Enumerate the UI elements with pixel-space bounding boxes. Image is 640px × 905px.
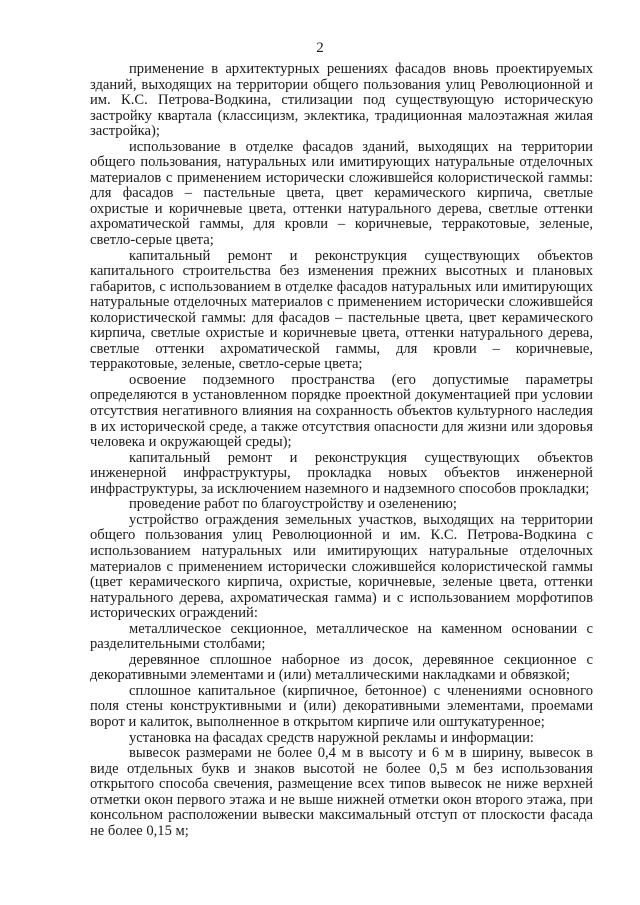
paragraph-signboards: вывесок размерами не более 0,4 м в высоту и 6 м в ширину, вывесок в виде отдельных букв и знаков высотой не более 0,5 м без использования открытого способа свечения, размещение всех типов вывесок не ниже верхней отметки окон первого этажа и не выше нижней отметки окон второго этажа, при консольном расположении вывески максимальный отступ от плоскости фасада не более 0,15 м;: [90, 745, 593, 839]
paragraph-fence-capital: сплошное капитальное (кирпичное, бетонное) с членениями основного поля стены конструктивными и (или) декоративными элементами, проемами ворот и калиток, выполненное в открытом кирпиче или оштукатуренное;: [90, 682, 593, 730]
paragraph-engineering-infrastructure: капитальный ремонт и реконструкция существующих объектов инженерной инфраструктуры, прокладка новых объектов инженерной инфраструктуры, за исключением наземного и надземного способов прокладки;: [90, 449, 593, 497]
paragraph-fencing: устройство ограждения земельных участков, выходящих на территории общего пользования улиц Революционной и им. К.С. Петрова-Водкина с использованием натуральных или имитирующих натуральные отделочных материалов с применением исторически сложившейся колористической гаммы (цвет керамического кирпича, охристые, коричневые, зеленые цвета, оттенки натурального дерева, ахроматическая гамма) и с использованием морфотипов исторических ограждений:: [90, 511, 593, 622]
document-body: [90, 62, 593, 839]
paragraph-underground-space: освоение подземного пространства (его допустимые параметры определяются в установленном порядке проектной документацией при условии отсутствия негативного влияния на сохранность объектов культурного наследия в их исторической среде, а также отсутствия опасности для жизни или здоровья человека и окружающей среды);: [90, 371, 593, 451]
paragraph-fence-metal: металлическое секционное, металлическое на каменном основании с разделительными столбами;: [90, 620, 593, 653]
paragraph-fence-wooden: деревянное сплошное наборное из досок, деревянное секционное с декоративными элементами и (или) металлическими накладками и обвязкой;: [90, 651, 593, 684]
paragraph-capital-repair: капитальный ремонт и реконструкция существующих объектов капитального строительства без изменения прежних высотных и плановых габаритов, с использованием в отделке фасадов натуральных или имитирующих натуральные отделочных материалов с применением исторически сложившейся колористической гаммы: для фасадов – пастельные цвета, цвет керамического кирпича, светлые охристые и коричневые цвета, оттенки натурального дерева, светлые оттенки ахроматической гаммы, для кровли – коричневые, терракотовые, зеленые, светло-серые цвета;: [90, 247, 593, 373]
page-number: 2: [316, 40, 324, 56]
paragraph-facade-materials: использование в отделке фасадов зданий, выходящих на территории общего пользования, натуральных или имитирующих натуральные отделочных материалов с применением исторически сложившейся колористической гаммы: для фасадов – пастельные цвета, цвет керамического кирпича, светлые охристые и коричневые цвета, оттенки натурального дерева, светлые оттенки ахроматической гаммы, для кровли – коричневые, терракотовые, зеленые, светло-серые цвета;: [90, 138, 593, 249]
paragraph-facade-stylization: применение в архитектурных решениях фасадов вновь проектируемых зданий, выходящих на территории общего пользования улиц Революционной и им. К.С. Петрова-Водкина, стилизации под существующую историческую застройку квартала (классицизм, эклектика, традиционная малоэтажная жилая застройка);: [90, 61, 593, 140]
paragraph-landscaping: проведение работ по благоустройству и озеленению;: [129, 496, 457, 513]
paragraph-advertising: установка на фасадах средств наружной рекламы и информации:: [129, 729, 534, 746]
